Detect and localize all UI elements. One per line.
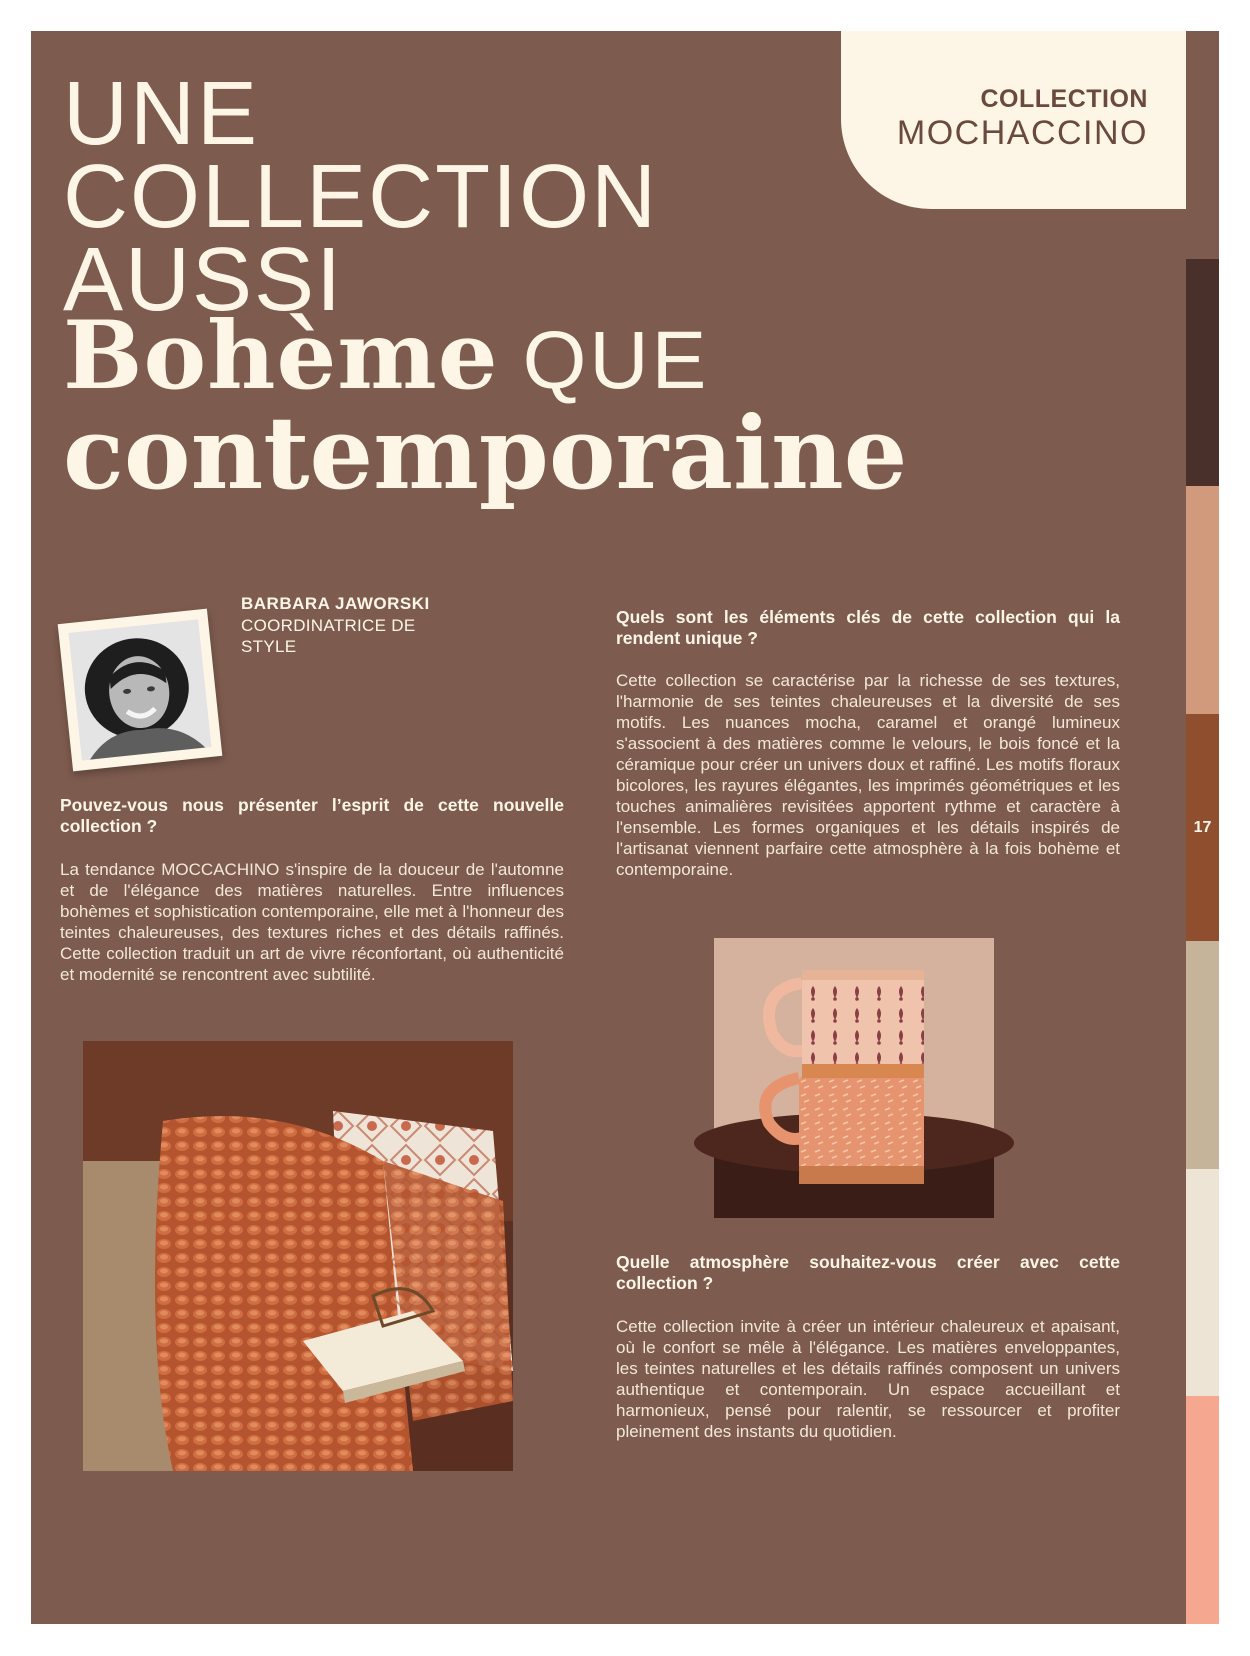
person-silhouette-icon	[69, 620, 212, 761]
page-number: 17	[1193, 819, 1212, 836]
sofa-throw-photo	[83, 1041, 513, 1471]
answer-3: Cette collection invite à créer un intérieur chaleureux et apaisant, où le confort se mêle à l'élégance. Les matières enveloppantes, les teintes naturelles et les détails raffinés composent un univers authentique et contemporain. Un espace accueillant et harmonieux, pensé pour ralentir, se ressourcer et profiter pleinement des instants du quotidien.	[616, 1317, 1120, 1441]
collection-name: MOCHACCINO	[896, 114, 1148, 152]
question-2: Quels sont les éléments clés de cette collection qui la rendent unique ?	[616, 607, 1120, 648]
portrait-photo	[69, 620, 212, 761]
swatch-beige	[1186, 941, 1219, 1169]
headline-boheme: Bohème	[63, 301, 499, 411]
headline-que: QUE	[522, 315, 710, 406]
headline-line-4	[63, 301, 710, 411]
author-name: BARBARA JAWORSKI	[241, 594, 430, 613]
swatch-coral	[1186, 1396, 1219, 1624]
swatch-dark-brown	[1186, 259, 1219, 487]
mugs-illustration	[714, 938, 994, 1218]
swatch-mocha	[1186, 31, 1219, 259]
headline-line-3: AUSSI	[63, 230, 344, 330]
collection-tab	[841, 31, 1186, 209]
headline-line-1: UNE	[63, 64, 260, 164]
swatch-cream	[1186, 1169, 1219, 1397]
headline-line-2: COLLECTION	[63, 147, 659, 247]
author-role: COORDINATRICE DE STYLE	[241, 616, 416, 656]
collection-label: COLLECTION	[980, 85, 1148, 113]
sofa-throw-illustration	[83, 1041, 513, 1471]
answer-1: La tendance MOCCACHINO s'inspire de la douceur de l'automne et de l'élégance des matières naturelles. Entre influences bohèmes et sophistication contemporaine, elle met à l'honneur des teintes chaleureuses, des textures riches et des détails raffinés. Cette collection traduit un art de vivre réconfortant, où authenticité et modernité se rencontrent avec subtilité.	[60, 860, 564, 984]
author-portrait	[58, 609, 223, 772]
question-3: Quelle atmosphère souhaitez-vous créer avec cette collection ?	[616, 1252, 1120, 1293]
mugs-photo	[714, 938, 994, 1218]
question-1: Pouvez-vous nous présenter l’esprit de cette nouvelle collection ?	[60, 795, 564, 836]
swatch-terracotta	[1186, 486, 1219, 714]
answer-2: Cette collection se caractérise par la richesse de ses textures, l'harmonie de ses teintes chaleureuses et la diversité de ses motifs. Les nuances mocha, caramel et orangé lumineux s'associent à des matières comme le velours, le bois foncé et la céramique pour créer un univers doux et raffiné. Les motifs floraux bicolores, les rayures élégantes, les imprimés géométriques et les touches animalières revisitées apportent rythme et caractère à l'ensemble. Les formes organiques et les détails inspirés de l'artisanat viennent parfaire cette atmosphère à la fois bohème et contemporaine.	[616, 671, 1120, 879]
magazine-page	[31, 31, 1212, 1624]
headline-line-5: contemporaine	[63, 394, 908, 512]
